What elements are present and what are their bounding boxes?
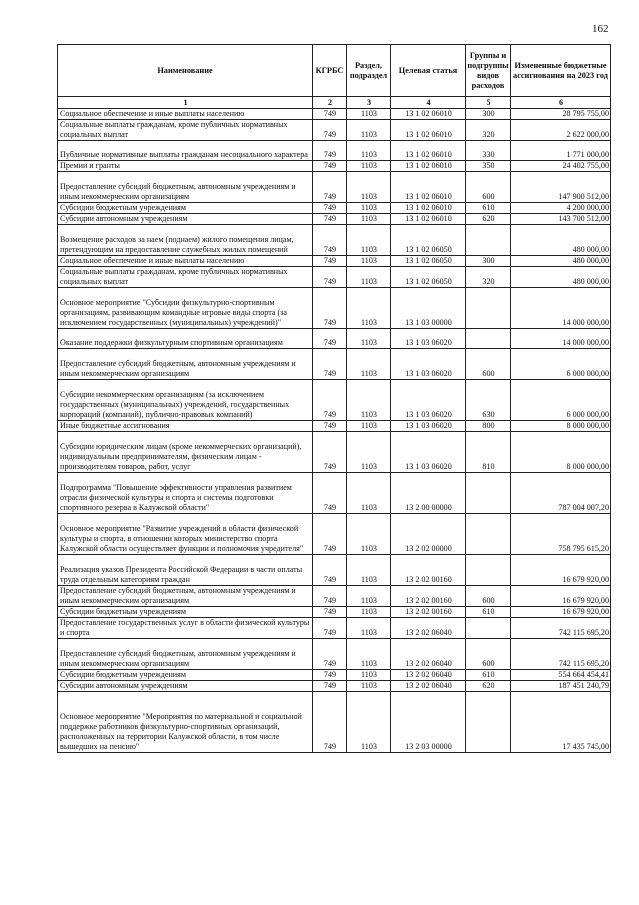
cell-kgrbs: 749 [313,380,347,421]
cell-section: 1103 [347,692,391,753]
cell-kgrbs: 749 [313,618,347,639]
cell-target: 13 1 02 06010 [391,141,466,161]
cell-section: 1103 [347,288,391,329]
cell-name: Социальные выплаты гражданам, кроме публичных нормативных социальных выплат [58,120,313,141]
cell-kgrbs: 749 [313,555,347,586]
cell-name: Основное мероприятие "Мероприятия по материальной и социальной поддержке работников физкультурно-спортивных организаций, расположенных на территории Калужской области, в том числе вышедших на пенсию" [58,692,313,753]
budget-table [57,44,611,753]
cell-section: 1103 [347,380,391,421]
table-row [58,120,611,141]
cell-name: Подпрограмма "Повышение эффективности управления развитием отрасли физической культуры и спорта и системы подготовки спортивного резерва в Калужской области" [58,473,313,514]
cell-target: 13 1 02 06050 [391,225,466,256]
cell-section: 1103 [347,172,391,203]
table-row [58,161,611,172]
cell-target: 13 2 02 00160 [391,607,466,618]
header-row [58,45,611,97]
cell-amount: 4 200 000,00 [511,203,611,214]
cell-group [466,618,511,639]
cell-group [466,329,511,349]
cell-amount: 16 679 920,00 [511,586,611,607]
header-section: Раздел, подраздел [347,45,391,97]
table-row [58,618,611,639]
cell-amount: 787 004 007,20 [511,473,611,514]
cell-amount: 147 900 512,00 [511,172,611,203]
cell-section: 1103 [347,161,391,172]
table-row [58,172,611,203]
header-target: Целевая статья [391,45,466,97]
cell-kgrbs: 749 [313,432,347,473]
cell-name: Публичные нормативные выплаты гражданам несоциального характера [58,141,313,161]
cell-kgrbs: 749 [313,172,347,203]
column-number: 4 [391,97,466,109]
column-number: 5 [466,97,511,109]
cell-group [466,692,511,753]
cell-group: 620 [466,214,511,225]
cell-target: 13 1 02 06010 [391,109,466,120]
cell-name: Премии и гранты [58,161,313,172]
cell-group: 630 [466,380,511,421]
cell-group: 610 [466,670,511,681]
cell-kgrbs: 749 [313,639,347,670]
cell-name: Основное мероприятие "Развитие учреждений в области физической культуры и спорта, в отношении которых министерство спорта Калужской области осуществляет функции и полномочия учредителя" [58,514,313,555]
cell-target: 13 1 02 06010 [391,161,466,172]
cell-section: 1103 [347,141,391,161]
cell-kgrbs: 749 [313,473,347,514]
cell-kgrbs: 749 [313,692,347,753]
cell-amount: 742 115 695,20 [511,618,611,639]
cell-target: 13 1 03 06020 [391,432,466,473]
cell-target: 13 1 03 06020 [391,380,466,421]
cell-name: Иные бюджетные ассигнования [58,421,313,432]
cell-name: Предоставление субсидий бюджетным, автономным учреждениям и иным некоммерческим организациям [58,639,313,670]
table-row [58,256,611,267]
cell-section: 1103 [347,514,391,555]
cell-group: 610 [466,203,511,214]
cell-kgrbs: 749 [313,514,347,555]
cell-section: 1103 [347,618,391,639]
cell-section: 1103 [347,267,391,288]
cell-group: 350 [466,161,511,172]
cell-name: Предоставление государственных услуг в области физической культуры и спорта [58,618,313,639]
cell-section: 1103 [347,586,391,607]
table-row [58,670,611,681]
table-row [58,432,611,473]
cell-amount: 554 664 454,41 [511,670,611,681]
cell-section: 1103 [347,681,391,692]
cell-kgrbs: 749 [313,225,347,256]
column-number: 6 [511,97,611,109]
cell-target: 13 1 02 06050 [391,256,466,267]
cell-section: 1103 [347,225,391,256]
cell-name: Субсидии некоммерческим организациям (за исключением государственных (муниципальных) учреждений, государственных корпораций (компаний), публично-правовых компаний) [58,380,313,421]
column-number-row [58,97,611,109]
cell-name: Субсидии бюджетным учреждениям [58,670,313,681]
cell-section: 1103 [347,203,391,214]
table-row [58,267,611,288]
cell-kgrbs: 749 [313,214,347,225]
cell-kgrbs: 749 [313,141,347,161]
cell-name: Основное мероприятие "Субсидии физкультурно-спортивным организациям, развивающим командные игровые виды спорта (за исключением государственных (муниципальных) учреждений)" [58,288,313,329]
cell-group: 600 [466,349,511,380]
cell-amount: 742 115 695,20 [511,639,611,670]
table-row [58,203,611,214]
cell-name: Субсидии автономным учреждениям [58,214,313,225]
cell-amount: 16 679 920,00 [511,555,611,586]
cell-group: 300 [466,109,511,120]
cell-kgrbs: 749 [313,329,347,349]
table-row [58,288,611,329]
cell-group: 600 [466,172,511,203]
cell-kgrbs: 749 [313,120,347,141]
header-name: Наименование [58,45,313,97]
column-number: 1 [58,97,313,109]
cell-name: Возмещение расходов за наем (поднаем) жилого помещения лицам, претендующим на предоставление служебных жилых помещений [58,225,313,256]
cell-group [466,288,511,329]
table-row [58,607,611,618]
cell-section: 1103 [347,555,391,586]
cell-kgrbs: 749 [313,349,347,380]
table-row [58,225,611,256]
cell-group: 320 [466,120,511,141]
cell-target: 13 2 02 00160 [391,555,466,586]
cell-group: 620 [466,681,511,692]
cell-name: Субсидии бюджетным учреждениям [58,607,313,618]
cell-kgrbs: 749 [313,288,347,329]
cell-target: 13 2 00 00000 [391,473,466,514]
cell-group: 610 [466,607,511,618]
cell-target: 13 2 02 06040 [391,681,466,692]
cell-group: 600 [466,586,511,607]
cell-amount: 24 402 755,00 [511,161,611,172]
cell-target: 13 2 02 06040 [391,618,466,639]
table-row [58,380,611,421]
table-row [58,555,611,586]
table-row [58,349,611,380]
table-row [58,692,611,753]
cell-target: 13 2 02 06040 [391,639,466,670]
table-row [58,329,611,349]
cell-name: Предоставление субсидий бюджетным, автономным учреждениям и иным некоммерческим организациям [58,349,313,380]
cell-group [466,225,511,256]
cell-name: Социальные выплаты гражданам, кроме публичных нормативных социальных выплат [58,267,313,288]
cell-name: Реализация указов Президента Российской Федерации в части оплаты труда отдельным категориям граждан [58,555,313,586]
cell-section: 1103 [347,109,391,120]
cell-section: 1103 [347,349,391,380]
cell-amount: 6 000 000,00 [511,349,611,380]
table-row [58,214,611,225]
cell-target: 13 1 03 06020 [391,349,466,380]
cell-kgrbs: 749 [313,681,347,692]
cell-name: Предоставление субсидий бюджетным, автономным учреждениям и иным некоммерческим организациям [58,172,313,203]
cell-amount: 16 679 920,00 [511,607,611,618]
cell-amount: 1 771 000,00 [511,141,611,161]
cell-target: 13 1 03 06020 [391,329,466,349]
cell-amount: 758 795 615,20 [511,514,611,555]
cell-group: 810 [466,432,511,473]
cell-section: 1103 [347,607,391,618]
cell-kgrbs: 749 [313,607,347,618]
cell-name: Субсидии юридическим лицам (кроме некоммерческих организаций), индивидуальным предпринимателям, физическим лицам - производителям товаров, работ, услуг [58,432,313,473]
cell-target: 13 1 03 06020 [391,421,466,432]
cell-amount: 8 000 000,00 [511,432,611,473]
cell-amount: 14 000 000,00 [511,329,611,349]
column-number: 2 [313,97,347,109]
cell-kgrbs: 749 [313,256,347,267]
cell-name: Предоставление субсидий бюджетным, автономным учреждениям и иным некоммерческим организациям [58,586,313,607]
cell-section: 1103 [347,432,391,473]
cell-section: 1103 [347,473,391,514]
cell-amount: 17 435 745,00 [511,692,611,753]
cell-section: 1103 [347,670,391,681]
cell-amount: 480 000,00 [511,225,611,256]
table-row [58,639,611,670]
table-row [58,421,611,432]
cell-kgrbs: 749 [313,203,347,214]
table-row [58,141,611,161]
cell-name: Субсидии автономным учреждениям [58,681,313,692]
cell-amount: 2 622 000,00 [511,120,611,141]
cell-group: 300 [466,256,511,267]
cell-kgrbs: 749 [313,421,347,432]
cell-amount: 6 000 000,00 [511,380,611,421]
cell-kgrbs: 749 [313,161,347,172]
cell-target: 13 1 02 06010 [391,203,466,214]
cell-amount: 480 000,00 [511,267,611,288]
table-row [58,473,611,514]
cell-target: 13 1 02 06050 [391,267,466,288]
table-row [58,681,611,692]
cell-target: 13 1 03 00000 [391,288,466,329]
cell-target: 13 1 02 06010 [391,214,466,225]
header-kgrbs: КГРБС [313,45,347,97]
cell-amount: 14 000 000,00 [511,288,611,329]
cell-group: 320 [466,267,511,288]
cell-target: 13 2 02 00000 [391,514,466,555]
cell-group: 800 [466,421,511,432]
cell-group: 600 [466,639,511,670]
cell-target: 13 2 02 00160 [391,586,466,607]
cell-target: 13 2 03 00000 [391,692,466,753]
cell-amount: 8 000 000,00 [511,421,611,432]
cell-name: Социальное обеспечение и иные выплаты населению [58,256,313,267]
cell-group [466,473,511,514]
cell-kgrbs: 749 [313,109,347,120]
cell-amount: 28 795 755,00 [511,109,611,120]
header-amount: Измененные бюджетные ассигнования на 2023 год [511,45,611,97]
page-number: 162 [592,23,609,35]
cell-amount: 187 451 240,79 [511,681,611,692]
cell-section: 1103 [347,120,391,141]
cell-section: 1103 [347,214,391,225]
cell-kgrbs: 749 [313,586,347,607]
cell-name: Оказание поддержки физкультурным спортивным организациям [58,329,313,349]
cell-target: 13 1 02 06010 [391,172,466,203]
cell-target: 13 1 02 06010 [391,120,466,141]
cell-section: 1103 [347,639,391,670]
cell-amount: 480 000,00 [511,256,611,267]
cell-name: Социальное обеспечение и иные выплаты населению [58,109,313,120]
table-row [58,109,611,120]
table-row [58,514,611,555]
table-row [58,586,611,607]
cell-amount: 143 700 512,00 [511,214,611,225]
cell-section: 1103 [347,329,391,349]
cell-section: 1103 [347,421,391,432]
column-number: 3 [347,97,391,109]
cell-group [466,555,511,586]
cell-section: 1103 [347,256,391,267]
cell-target: 13 2 02 06040 [391,670,466,681]
table-body [58,109,611,753]
cell-kgrbs: 749 [313,670,347,681]
cell-group: 330 [466,141,511,161]
cell-name: Субсидии бюджетным учреждениям [58,203,313,214]
header-group: Группы и подгруппы видов расходов [466,45,511,97]
cell-kgrbs: 749 [313,267,347,288]
cell-group [466,514,511,555]
